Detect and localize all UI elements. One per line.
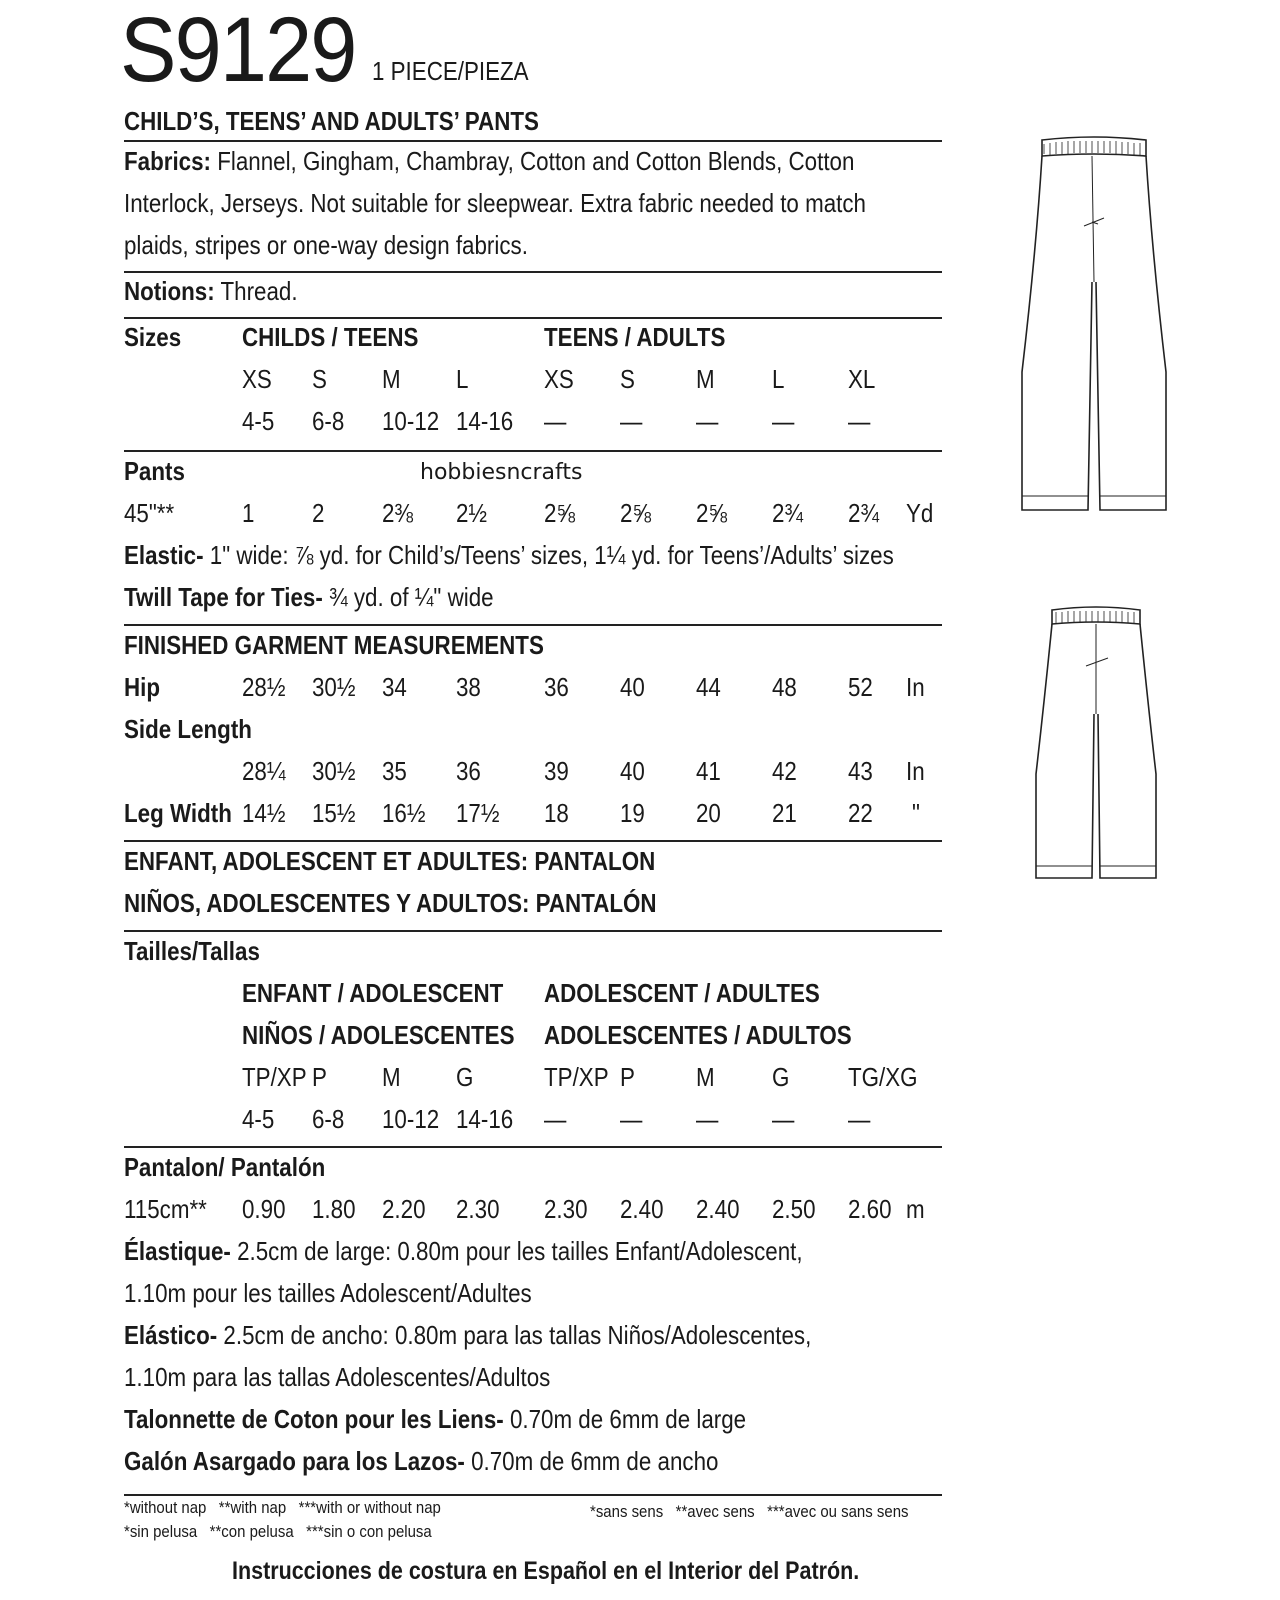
elastico-text-1: 2.5cm de ancho: 0.80m para las tallas Niños/Adolescentes,: [223, 1320, 812, 1350]
fabrics-line-3: plaids, stripes or one-way design fabrics.: [124, 230, 528, 260]
yardage-unit: Yd: [906, 498, 934, 528]
divider: [124, 140, 942, 142]
pantalon-label: Pantalon/ Pantalón: [124, 1152, 326, 1182]
piece-count: 1 PIECE/PIEZA: [372, 56, 529, 86]
elastico-label: Elástico-: [124, 1320, 218, 1350]
divider: [124, 317, 942, 319]
hip-cell: 44: [696, 672, 721, 702]
notions-label: Notions:: [124, 276, 215, 306]
galon-line: [124, 1446, 718, 1477]
fabric-width-label: 45"**: [124, 498, 175, 528]
size-code-cell: L: [772, 364, 785, 394]
elastico-line-2: 1.10m para las tallas Adolescentes/Adultos: [124, 1362, 551, 1392]
meters-cell: 0.90: [242, 1194, 286, 1224]
yardage-cell: 2½: [456, 498, 488, 528]
fabric-width-cm: 115cm**: [124, 1194, 207, 1224]
talonnette-label: Talonnette de Coton pour les Liens-: [124, 1404, 504, 1434]
talonnette-line: [124, 1404, 746, 1435]
size-code-cell: M: [382, 364, 401, 394]
translated-size-number-cell: —: [772, 1104, 795, 1134]
side-length-cell: 28¼: [242, 756, 286, 786]
pants-illustration-child: [1030, 604, 1162, 884]
elastique-label: Élastique-: [124, 1236, 231, 1266]
pants-label: Pants: [124, 456, 185, 486]
hip-cell: 52: [848, 672, 873, 702]
hip-cell: 48: [772, 672, 797, 702]
leg-width-cell: 20: [696, 798, 721, 828]
hip-cell: 36: [544, 672, 569, 702]
size-number-cell: —: [620, 406, 643, 436]
yardage-cell: 2⅝: [696, 498, 728, 528]
sizes-group-teens-adults: TEENS / ADULTS: [544, 322, 726, 352]
translated-size-code-cell: TP/XP: [544, 1062, 609, 1092]
footnote-fr: *sans sens **avec sens ***avec ou sans sens: [590, 1502, 909, 1521]
sizes-label: Sizes: [124, 322, 182, 352]
measurements-title: FINISHED GARMENT MEASUREMENTS: [124, 630, 544, 660]
translated-size-code-cell: P: [620, 1062, 635, 1092]
twill-label: Twill Tape for Ties-: [124, 582, 323, 612]
fabrics-text-1: Flannel, Gingham, Chambray, Cotton and Cotton Blends, Cotton: [217, 146, 855, 176]
hip-label: Hip: [124, 672, 161, 702]
size-code-cell: M: [696, 364, 715, 394]
leg-width-cell: 17½: [456, 798, 500, 828]
side-length-cell: 42: [772, 756, 797, 786]
group1-es: NIÑOS / ADOLESCENTES: [242, 1020, 515, 1050]
translated-size-code-cell: G: [772, 1062, 790, 1092]
yardage-cell: 2¾: [848, 498, 880, 528]
size-code-cell: XS: [544, 364, 574, 394]
footnote-en: *without nap **with nap ***with or without nap: [124, 1498, 441, 1517]
leg-width-cell: 21: [772, 798, 797, 828]
leg-width-cell: 19: [620, 798, 645, 828]
yardage-cell: 2⅝: [544, 498, 576, 528]
hip-unit: In: [906, 672, 925, 702]
galon-label: Galón Asargado para los Lazos-: [124, 1446, 465, 1476]
translated-size-code-cell: TP/XP: [242, 1062, 307, 1092]
side-length-unit: In: [906, 756, 925, 786]
leg-width-label: Leg Width: [124, 798, 232, 828]
group2-fr: ADOLESCENT / ADULTES: [544, 978, 820, 1008]
meters-cell: 2.40: [620, 1194, 664, 1224]
hip-cell: 34: [382, 672, 407, 702]
yardage-cell: 2⅝: [620, 498, 652, 528]
hip-cell: 38: [456, 672, 481, 702]
divider: [124, 450, 942, 452]
divider: [124, 271, 942, 273]
hip-cell: 28½: [242, 672, 286, 702]
elastico-line-1: [124, 1320, 811, 1351]
translated-size-code-cell: G: [456, 1062, 474, 1092]
galon-value: 0.70m de 6mm de ancho: [471, 1446, 719, 1476]
elastic-value: 1" wide: ⅞ yd. for Child’s/Teens’ sizes, 1¼ yd. for Teens’/Adults’ sizes: [209, 540, 894, 570]
notions-value: Thread.: [220, 276, 298, 306]
elastic-label: Elastic-: [124, 540, 204, 570]
elastique-line-2: 1.10m pour les tailles Adolescent/Adultes: [124, 1278, 532, 1308]
size-number-cell: —: [696, 406, 719, 436]
pants-illustration-adult: [1018, 132, 1170, 518]
side-length-cell: 30½: [312, 756, 356, 786]
notions-line: [124, 276, 298, 307]
twill-value: ¾ yd. of ¼" wide: [329, 582, 494, 612]
footnote-es: *sin pelusa **con pelusa ***sin o con pelusa: [124, 1522, 432, 1541]
group2-es: ADOLESCENTES / ADULTOS: [544, 1020, 852, 1050]
group1-fr: ENFANT / ADOLESCENT: [242, 978, 504, 1008]
size-code-cell: L: [456, 364, 469, 394]
translated-size-code-cell: M: [382, 1062, 401, 1092]
garment-title: CHILD’S, TEENS’ AND ADULTS’ PANTS: [124, 106, 539, 136]
yardage-cell: 2¾: [772, 498, 804, 528]
yardage-cell: 2: [312, 498, 325, 528]
fabrics-label: Fabrics:: [124, 146, 211, 176]
yardage-cell: 1: [242, 498, 255, 528]
leg-width-cell: 14½: [242, 798, 286, 828]
divider: [124, 840, 942, 842]
size-number-cell: 6-8: [312, 406, 345, 436]
meters-cell: 2.60: [848, 1194, 892, 1224]
size-code-cell: XS: [242, 364, 272, 394]
elastique-text-1: 2.5cm de large: 0.80m pour les tailles Enfant/Adolescent,: [237, 1236, 803, 1266]
translated-size-number-cell: —: [544, 1104, 567, 1134]
size-number-cell: 14-16: [456, 406, 514, 436]
tailles-label: Tailles/Tallas: [124, 936, 260, 966]
side-length-cell: 35: [382, 756, 407, 786]
translated-size-number-cell: —: [696, 1104, 719, 1134]
meters-cell: 1.80: [312, 1194, 356, 1224]
leg-width-unit: ": [912, 798, 920, 828]
elastic-line: [124, 540, 894, 571]
side-length-cell: 43: [848, 756, 873, 786]
title-es: NIÑOS, ADOLESCENTES Y ADULTOS: PANTALÓN: [124, 888, 657, 918]
meters-cell: 2.30: [544, 1194, 588, 1224]
yardage-cell: 2⅜: [382, 498, 414, 528]
side-length-cell: 39: [544, 756, 569, 786]
side-length-cell: 36: [456, 756, 481, 786]
title-fr: ENFANT, ADOLESCENT ET ADULTES: PANTALON: [124, 846, 656, 876]
fabrics-line-2: Interlock, Jerseys. Not suitable for sleepwear. Extra fabric needed to match: [124, 188, 866, 218]
divider: [124, 624, 942, 626]
leg-width-cell: 16½: [382, 798, 426, 828]
meters-unit: m: [906, 1194, 925, 1224]
talonnette-value: 0.70m de 6mm de large: [509, 1404, 747, 1434]
translated-size-number-cell: 6-8: [312, 1104, 345, 1134]
translated-size-number-cell: 4-5: [242, 1104, 275, 1134]
pattern-number: S9129: [120, 0, 356, 101]
meters-cell: 2.40: [696, 1194, 740, 1224]
meters-cell: 2.20: [382, 1194, 426, 1224]
translated-size-number-cell: —: [848, 1104, 871, 1134]
translated-size-code-cell: P: [312, 1062, 327, 1092]
hip-cell: 30½: [312, 672, 356, 702]
divider: [124, 1146, 942, 1148]
size-code-cell: S: [620, 364, 635, 394]
fabrics-line-1: [124, 146, 854, 177]
translated-size-number-cell: 14-16: [456, 1104, 514, 1134]
translated-size-code-cell: M: [696, 1062, 715, 1092]
translated-size-number-cell: 10-12: [382, 1104, 440, 1134]
twill-line: [124, 582, 494, 613]
size-number-cell: —: [848, 406, 871, 436]
side-length-label: Side Length: [124, 714, 252, 744]
size-code-cell: S: [312, 364, 327, 394]
side-length-cell: 41: [696, 756, 721, 786]
divider: [124, 930, 942, 932]
leg-width-cell: 22: [848, 798, 873, 828]
size-number-cell: 10-12: [382, 406, 440, 436]
size-number-cell: 4-5: [242, 406, 275, 436]
divider: [124, 1494, 942, 1496]
translated-size-number-cell: —: [620, 1104, 643, 1134]
size-number-cell: —: [772, 406, 795, 436]
translated-size-code-cell: TG/XG: [848, 1062, 918, 1092]
size-code-cell: XL: [848, 364, 876, 394]
elastique-line-1: [124, 1236, 803, 1267]
leg-width-cell: 15½: [312, 798, 356, 828]
leg-width-cell: 18: [544, 798, 569, 828]
hip-cell: 40: [620, 672, 645, 702]
spanish-instructions: Instrucciones de costura en Español en el Interior del Patrón.: [232, 1557, 860, 1585]
meters-cell: 2.30: [456, 1194, 500, 1224]
meters-cell: 2.50: [772, 1194, 816, 1224]
sizes-group-childs-teens: CHILDS / TEENS: [242, 322, 419, 352]
watermark: hobbiesncrafts: [420, 460, 583, 485]
side-length-cell: 40: [620, 756, 645, 786]
size-number-cell: —: [544, 406, 567, 436]
